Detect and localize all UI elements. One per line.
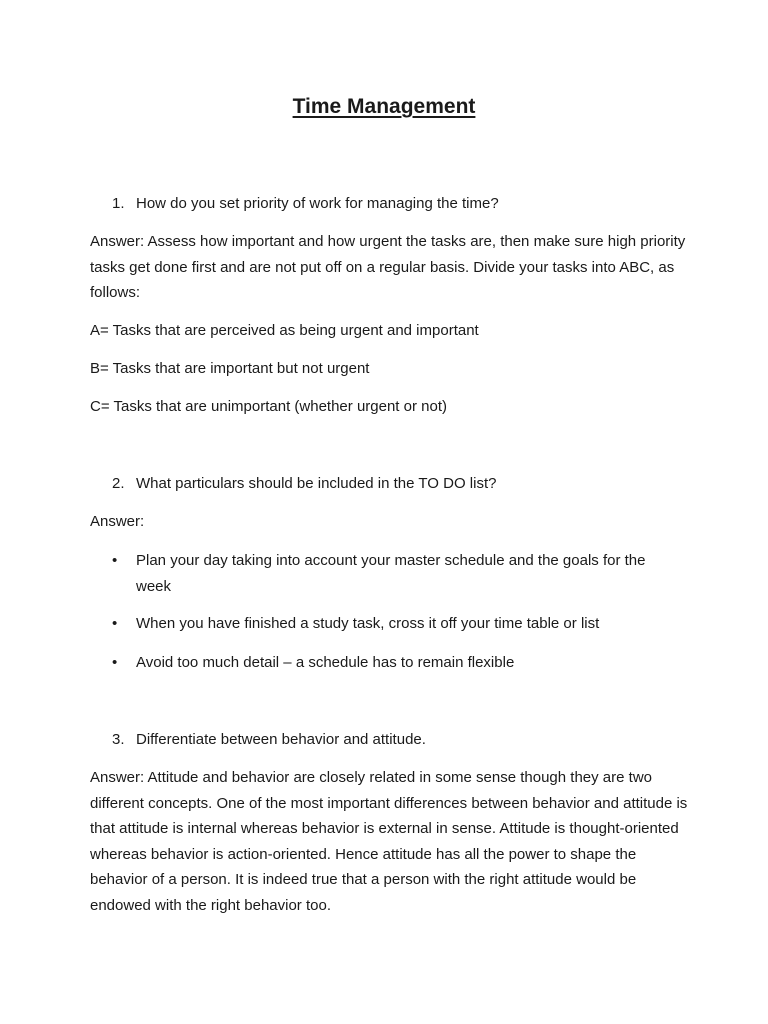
- answer-1-item-c: C= Tasks that are unimportant (whether urgent or not): [90, 398, 447, 415]
- question-2-number: 2.: [112, 475, 125, 492]
- list-item-text: When you have finished a study task, cross it off your time table or list: [136, 615, 600, 632]
- answer-1-item-b: B= Tasks that are important but not urgent: [90, 360, 370, 377]
- answer-2-label: Answer:: [90, 513, 145, 530]
- bullet-icon: •: [112, 654, 118, 671]
- list-item-text: Plan your day taking into account your master schedule and the goals for the week: [136, 552, 646, 595]
- question-1-text: How do you set priority of work for managing the time?: [136, 195, 499, 212]
- list-item: [112, 650, 672, 676]
- page-title: Time Management: [292, 95, 476, 118]
- list-item: [112, 611, 672, 637]
- bullet-icon: •: [112, 615, 118, 632]
- list-item-text: Avoid too much detail – a schedule has to remain flexible: [136, 654, 515, 671]
- question-2-text: What particulars should be included in the TO DO list?: [136, 475, 497, 492]
- question-1-number: 1.: [112, 195, 125, 212]
- question-1: [112, 191, 692, 217]
- answer-1-item-a: A= Tasks that are perceived as being urgent and important: [90, 322, 479, 339]
- question-3: [112, 727, 692, 753]
- question-3-number: 3.: [112, 731, 125, 748]
- bullet-icon: •: [112, 552, 118, 569]
- answer-1-paragraph: Answer: Assess how important and how urgent the tasks are, then make sure high priority tasks get done first and are not put off on a regular basis. Divide your tasks into ABC, as follows:: [90, 233, 686, 301]
- question-3-text: Differentiate between behavior and attitude.: [136, 731, 426, 748]
- answer-3-paragraph: Answer: Attitude and behavior are closely related in some sense though they are two different concepts. One of the most important differences between behavior and attitude is that attitude is internal whereas behavior is external in sense. Attitude is thought-oriented whereas behavior is action-oriented. Hence attitude has all the power to shape the behavior of a person. It is indeed true that a person with the right attitude would be endowed with the right behavior too.: [90, 769, 688, 914]
- list-item: [112, 548, 672, 599]
- question-2: [112, 471, 692, 497]
